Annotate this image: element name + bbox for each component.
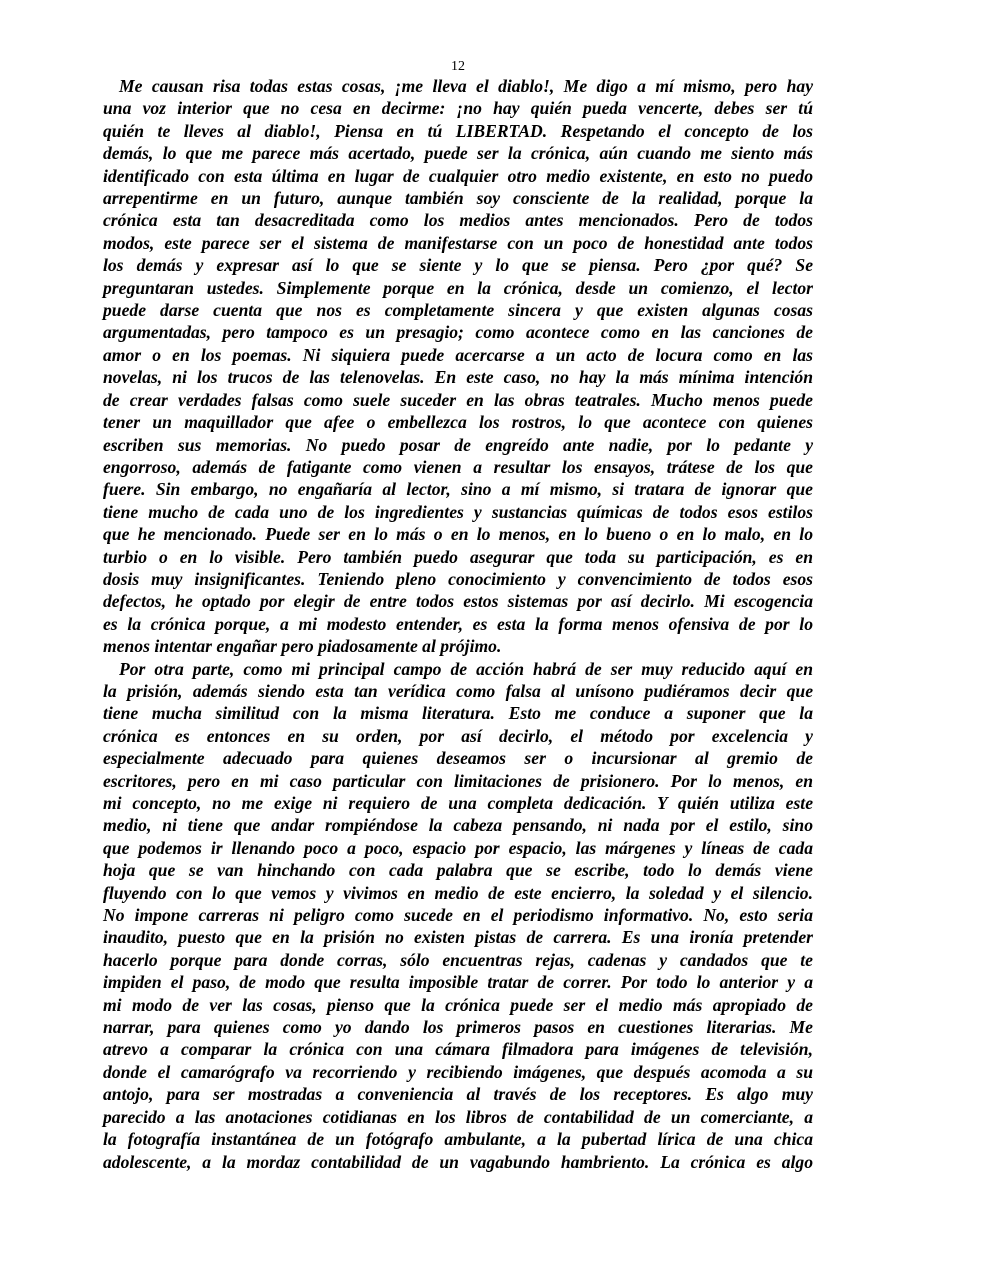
- text-line: engorroso, además de fatigante como vienen a resultar los ensayos, trátese de los que: [103, 456, 813, 477]
- text-line: arrepentirme en un futuro, aunque también soy consciente de la realidad, porque la: [103, 188, 813, 209]
- text-column: [103, 75, 813, 1173]
- text-line: No impone carreras ni peligro como sucede en el periodismo informativo. No, esto seria: [103, 905, 813, 926]
- text-line: antojo, para ser mostradas a conveniencia al través de los receptores. Es algo muy: [103, 1084, 813, 1105]
- text-line: fluyendo con lo que vemos y vivimos en medio de este encierro, la soledad y el silencio.: [103, 882, 813, 903]
- text-line: escriben sus memorias. No puedo posar de engreído ante nadie, por lo pedante y: [103, 434, 813, 455]
- text-line: novelas, ni los trucos de las telenovelas. En este caso, no hay la más mínima intención: [103, 367, 813, 388]
- text-line: preguntaran ustedes. Simplemente porque en la crónica, desde un comienzo, el lector: [103, 277, 813, 298]
- text-line: crónica esta tan desacreditada como los medios antes mencionados. Pero de todos: [103, 210, 813, 231]
- text-line: adolescente, a la mordaz contabilidad de un vagabundo hambriento. La crónica es algo: [103, 1151, 813, 1172]
- text-line: la prisión, además siendo esta tan verídica como falsa al unísono pudiéramos decir que: [103, 680, 813, 701]
- text-line: Me causan risa todas estas cosas, ¡me lleva el diablo!, Me digo a mí mismo, pero hay: [119, 76, 813, 96]
- text-line: los demás y expresar así lo que se siente y lo que se piensa. Pero ¿por qué? Se: [103, 255, 813, 276]
- text-line: mi modo de ver las cosas, pienso que la crónica puede ser el medio más apropiado de: [103, 994, 813, 1015]
- text-line: tiene mucho de cada uno de los ingredientes y sustancias químicas de todos esos estilos: [103, 501, 813, 522]
- text-line: puede darse cuenta que nos es completamente sincera y que existen algunas cosas: [103, 300, 813, 321]
- text-line: tiene mucha similitud con la misma literatura. Esto me conduce a suponer que la: [103, 703, 813, 724]
- text-line: menos intentar engañar pero piadosamente al prójimo.: [103, 636, 502, 657]
- text-line: es la crónica porque, a mi modesto entender, es esta la forma menos ofensiva de por lo: [103, 613, 813, 634]
- text-line: donde el camarógrafo va recorriendo y recibiendo imágenes, que después acomoda a su: [103, 1061, 813, 1082]
- text-line: crónica es entonces en su orden, por así decirlo, el método por excelencia y: [103, 725, 813, 746]
- text-line: escritores, pero en mi caso particular con limitaciones de prisionero. Por lo menos, en: [103, 770, 813, 791]
- text-line: de crear verdades falsas como suele suceder en las obras teatrales. Mucho menos puede: [103, 389, 813, 410]
- text-line: impiden el paso, de modo que resulta imposible tratar de correr. Por todo lo anterior y a: [103, 972, 813, 993]
- text-line: una voz interior que no cesa en decirme: ¡no hay quién pueda vencerte, debes ser tú: [103, 98, 813, 119]
- text-line: la fotografía instantánea de un fotógrafo ambulante, a la pubertad lírica de una chica: [103, 1129, 813, 1150]
- page-number: 12: [451, 59, 465, 74]
- text-line: amor o en los poemas. Ni siquiera puede acercarse a un acto de locura como en las: [103, 344, 813, 365]
- text-line: parecido a las anotaciones cotidianas en los libros de contabilidad de un comerciante, a: [103, 1106, 813, 1127]
- text-line: hacerlo porque para donde corras, sólo encuentras rejas, cadenas y candados que te: [103, 949, 813, 970]
- text-line: mi concepto, no me exige ni requiero de una completa dedicación. Y quién utiliza este: [103, 793, 813, 813]
- text-line: medio, ni tiene que andar rompiéndose la cabeza pensando, ni nada por el estilo, sino: [103, 815, 813, 836]
- paragraph-2: [103, 658, 813, 1173]
- text-line: identificado con esta última en lugar de cualquier otro medio existente, en esto no puedo: [103, 165, 813, 186]
- text-line: especialmente adecuado para quienes deseamos ser o incursionar al gremio de: [103, 748, 813, 769]
- text-line: que he mencionado. Puede ser en lo más o en lo menos, en lo bueno o en lo malo, en lo: [103, 524, 813, 545]
- text-line: fuere. Sin embargo, no engañaría al lector, sino a mí mismo, si tratara de ignorar que: [103, 479, 813, 500]
- text-line: inaudito, puesto que en la prisión no existen pistas de carrera. Es una ironía pretender: [103, 927, 813, 948]
- text-line: narrar, para quienes como yo dando los primeros pasos en cuestiones literarias. Me: [103, 1017, 813, 1038]
- text-line: modos, este parece ser el sistema de manifestarse con un poco de honestidad ante todos: [103, 232, 813, 253]
- text-line: hoja que se van hinchando con cada palabra que se escribe, todo lo demás viene: [103, 860, 813, 881]
- text-line: dosis muy insignificantes. Teniendo pleno conocimiento y convencimiento de todos esos: [103, 568, 813, 589]
- text-line: Por otra parte, como mi principal campo de acción habrá de ser muy reducido aquí en: [119, 658, 813, 679]
- text-line: quién te lleves al diablo!, Piensa en tú LIBERTAD. Respetando el concepto de los: [103, 120, 813, 141]
- text-line: defectos, he optado por elegir de entre todos estos sistemas por así decirlo. Mi escogencia: [103, 591, 813, 612]
- text-line: que podemos ir llenando poco a poco, espacio por espacio, las márgenes y líneas de cada: [103, 837, 813, 858]
- text-line: turbio o en lo visible. Pero también puedo asegurar que toda su participación, es en: [103, 546, 813, 567]
- text-line: atrevo a comparar la crónica con una cámara filmadora para imágenes de televisión,: [103, 1039, 813, 1060]
- text-line: argumentadas, pero tampoco es un presagio; como acontece como en las canciones de: [103, 322, 813, 343]
- paragraph-1: [103, 75, 813, 658]
- text-line: demás, lo que me parece más acertado, puede ser la crónica, aún cuando me siento más: [103, 143, 813, 164]
- text-line: tener un maquillador que afee o embellezca los rostros, lo que acontece con quienes: [103, 412, 813, 433]
